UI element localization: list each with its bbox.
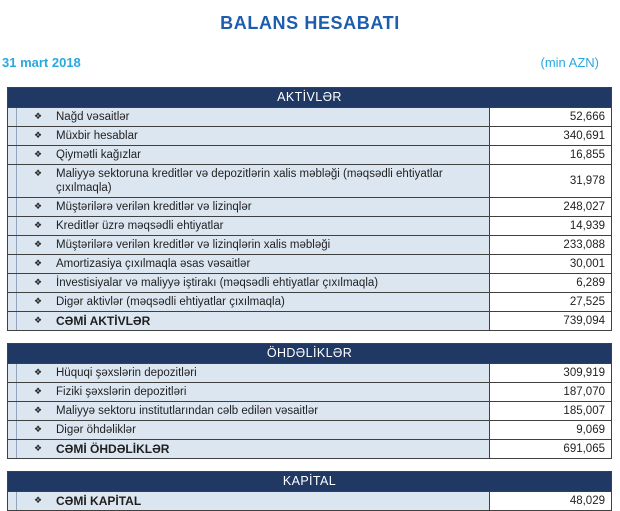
table-row — [8, 107, 611, 126]
row-label: CƏMİ AKTİVLƏR — [56, 314, 151, 328]
row-label-cell — [17, 364, 489, 382]
row-label-cell — [17, 274, 489, 292]
row-value: 14,939 — [489, 217, 611, 235]
row-label-cell — [17, 492, 489, 510]
section-header: ÖHDƏLİKLƏR — [8, 344, 611, 363]
diamond-bullet-icon: ❖ — [34, 240, 43, 250]
row-spacer-cell — [8, 312, 17, 330]
table-row — [8, 216, 611, 235]
section-header: AKTİVLƏR — [8, 88, 611, 107]
row-label: Maliyyə sektoruna kreditlər və depozitlərin xalis məbləği (məqsədli ehtiyatlar çıxılmaqla) — [56, 168, 443, 194]
diamond-bullet-icon: ❖ — [34, 387, 43, 397]
row-label: Nağd vəsaitlər — [56, 111, 130, 123]
row-spacer-cell — [8, 217, 17, 235]
section-header: KAPİTAL — [8, 472, 611, 491]
diamond-bullet-icon: ❖ — [34, 150, 43, 160]
report-section-öhdəli̇klər — [7, 343, 612, 459]
row-value: 309,919 — [489, 364, 611, 382]
row-value: 31,978 — [489, 165, 611, 197]
row-label: Digər aktivlər (məqsədli ehtiyatlar çıxılmaqla) — [56, 296, 285, 308]
diamond-bullet-icon: ❖ — [34, 496, 43, 506]
row-label-cell — [17, 146, 489, 164]
row-spacer-cell — [8, 165, 17, 197]
row-label-cell — [17, 312, 489, 330]
row-label: Müştərilərə verilən kreditlər və lizinqlər — [56, 201, 252, 213]
table-row — [8, 273, 611, 292]
diamond-bullet-icon: ❖ — [34, 297, 43, 307]
diamond-bullet-icon: ❖ — [34, 169, 43, 179]
table-row — [8, 401, 611, 420]
row-spacer-cell — [8, 293, 17, 311]
diamond-bullet-icon: ❖ — [34, 221, 43, 231]
table-row — [8, 382, 611, 401]
row-spacer-cell — [8, 383, 17, 401]
row-label: CƏMİ ÖHDƏLİKLƏR — [56, 442, 170, 456]
row-label: Amortizasiya çıxılmaqla əsas vəsaitlər — [56, 258, 251, 270]
row-label: Qiymətli kağızlar — [56, 149, 141, 161]
diamond-bullet-icon: ❖ — [34, 202, 43, 212]
row-label-cell — [17, 421, 489, 439]
table-row — [8, 235, 611, 254]
row-label-cell — [17, 402, 489, 420]
row-value: 52,666 — [489, 108, 611, 126]
row-label-cell — [17, 293, 489, 311]
page-title: BALANS HESABATI — [220, 13, 400, 33]
row-spacer-cell — [8, 198, 17, 216]
diamond-bullet-icon: ❖ — [34, 425, 43, 435]
report-date: 31 mart 2018 — [2, 55, 81, 70]
diamond-bullet-icon: ❖ — [34, 259, 43, 269]
row-spacer-cell — [8, 421, 17, 439]
row-value: 185,007 — [489, 402, 611, 420]
row-spacer-cell — [8, 236, 17, 254]
table-row — [8, 164, 611, 197]
table-row — [8, 292, 611, 311]
report-sections — [7, 87, 612, 511]
row-value: 48,029 — [489, 492, 611, 510]
row-spacer-cell — [8, 146, 17, 164]
report-section-kapi̇tal — [7, 471, 612, 511]
table-row-total — [8, 491, 611, 510]
diamond-bullet-icon: ❖ — [34, 131, 43, 141]
row-label: Kreditlər üzrə məqsədli ehtiyatlar — [56, 220, 224, 232]
row-spacer-cell — [8, 127, 17, 145]
table-row-total — [8, 311, 611, 330]
row-value: 30,001 — [489, 255, 611, 273]
row-label: Fiziki şəxslərin depozitləri — [56, 386, 187, 398]
table-row — [8, 197, 611, 216]
section-rows — [8, 363, 611, 458]
row-spacer-cell — [8, 402, 17, 420]
row-label: CƏMİ KAPİTAL — [56, 494, 142, 508]
diamond-bullet-icon: ❖ — [34, 406, 43, 416]
row-label-cell — [17, 255, 489, 273]
diamond-bullet-icon: ❖ — [34, 444, 43, 454]
row-value: 27,525 — [489, 293, 611, 311]
row-spacer-cell — [8, 364, 17, 382]
meta-row — [2, 55, 599, 70]
row-spacer-cell — [8, 492, 17, 510]
section-rows — [8, 107, 611, 330]
row-label-cell — [17, 217, 489, 235]
row-value: 248,027 — [489, 198, 611, 216]
row-value: 6,289 — [489, 274, 611, 292]
row-label: Digər öhdəliklər — [56, 424, 136, 436]
row-label: Müxbir hesablar — [56, 130, 138, 142]
table-row-total — [8, 439, 611, 458]
table-row — [8, 126, 611, 145]
diamond-bullet-icon: ❖ — [34, 368, 43, 378]
row-spacer-cell — [8, 108, 17, 126]
diamond-bullet-icon: ❖ — [34, 112, 43, 122]
row-value: 233,088 — [489, 236, 611, 254]
row-label-cell — [17, 108, 489, 126]
row-label-cell — [17, 127, 489, 145]
row-label-cell — [17, 236, 489, 254]
row-value: 187,070 — [489, 383, 611, 401]
row-label: Müştərilərə verilən kreditlər və lizinqlərin xalis məbləği — [56, 239, 331, 251]
row-value: 691,065 — [489, 440, 611, 458]
row-value: 340,691 — [489, 127, 611, 145]
row-label: Hüquqi şəxslərin depozitləri — [56, 367, 197, 379]
table-row — [8, 363, 611, 382]
row-value: 739,094 — [489, 312, 611, 330]
row-spacer-cell — [8, 440, 17, 458]
row-spacer-cell — [8, 255, 17, 273]
row-value: 9,069 — [489, 421, 611, 439]
diamond-bullet-icon: ❖ — [34, 278, 43, 288]
row-label: Maliyyə sektoru institutlarından cəlb edilən vəsaitlər — [56, 405, 319, 417]
row-label-cell — [17, 198, 489, 216]
row-label-cell — [17, 383, 489, 401]
section-rows — [8, 491, 611, 510]
row-value: 16,855 — [489, 146, 611, 164]
report-section-akti̇vlər — [7, 87, 612, 331]
table-row — [8, 420, 611, 439]
table-row — [8, 145, 611, 164]
row-label-cell — [17, 440, 489, 458]
currency-unit-label: (min AZN) — [540, 55, 599, 70]
row-label-cell — [17, 165, 489, 197]
table-row — [8, 254, 611, 273]
row-label: İnvestisiyalar və maliyyə iştirakı (məqsədli ehtiyatlar çıxılmaqla) — [56, 277, 379, 289]
diamond-bullet-icon: ❖ — [34, 316, 43, 326]
row-spacer-cell — [8, 274, 17, 292]
